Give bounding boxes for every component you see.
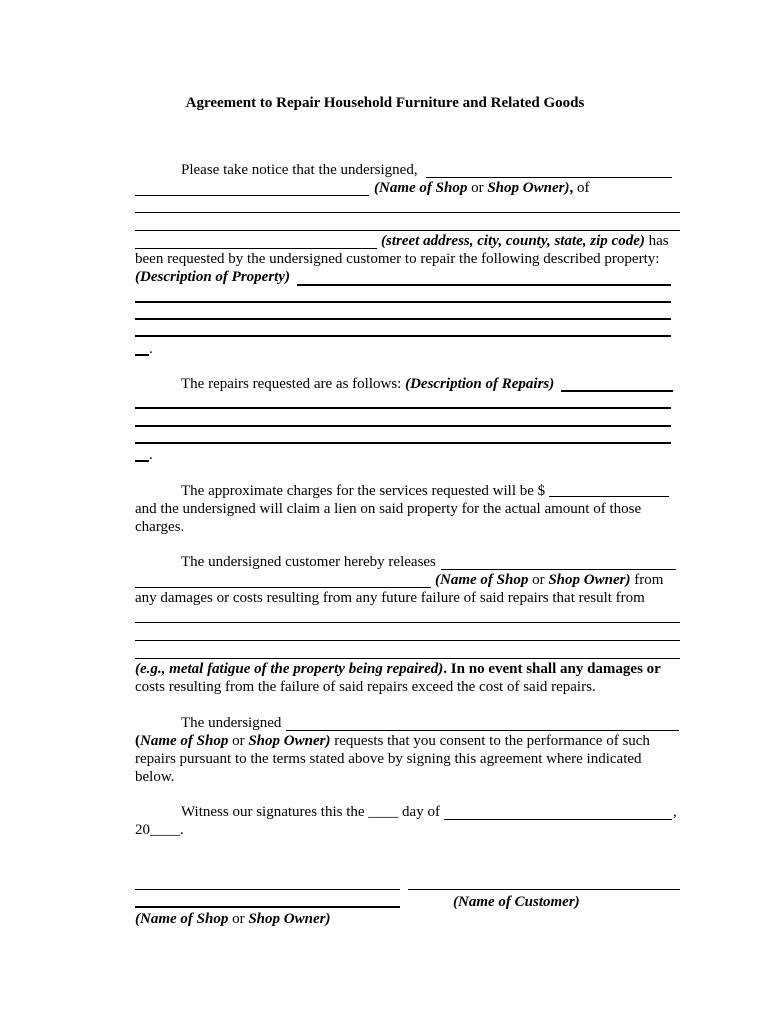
consent-text-2: (Name of Shop or Shop Owner) requests that you consent to the performance of such: [135, 733, 650, 749]
repairs-description-blank-1[interactable]: [561, 390, 673, 392]
customer-name-label: (Name of Customer): [453, 894, 580, 910]
release-cause-blank-1[interactable]: [135, 622, 680, 623]
repairs-lead-text: The repairs requested are as follows: (Description of Repairs): [181, 376, 555, 392]
address-blank-1[interactable]: [135, 212, 680, 213]
property-description-blank-3[interactable]: [135, 318, 671, 320]
release-cause-blank-3[interactable]: [135, 658, 680, 659]
period-2: .: [149, 447, 153, 463]
charges-text-1: The approximate charges for the services requested will be $: [181, 483, 546, 499]
consent-text-4: below.: [135, 769, 175, 785]
charges-text-3: charges.: [135, 519, 185, 535]
property-description-blank-4[interactable]: [135, 335, 671, 337]
address-blank-2[interactable]: [135, 230, 680, 231]
release-shop-blank-2[interactable]: [135, 587, 431, 588]
consent-lead-text: The undersigned: [181, 715, 282, 731]
consent-shop-blank[interactable]: [286, 730, 679, 731]
period-1: .: [149, 341, 153, 357]
undersigned-name-blank-2[interactable]: [135, 195, 369, 196]
property-description-blank-2[interactable]: [135, 301, 671, 303]
release-cause-blank-2[interactable]: [135, 640, 680, 641]
shop-name-label-2: (Name of Shop or Shop Owner) from: [435, 572, 664, 588]
repairs-description-blank-5[interactable]: [135, 460, 149, 462]
undersigned-name-blank-1[interactable]: [426, 177, 672, 178]
notice-lead-text: Please take notice that the undersigned,: [181, 162, 418, 178]
customer-signature-line[interactable]: [408, 889, 680, 890]
shop-name-line[interactable]: [135, 906, 400, 908]
shop-name-label-1: (Name of Shop or Shop Owner), of: [374, 180, 590, 196]
repairs-description-blank-2[interactable]: [135, 407, 671, 409]
witness-year-text: 20____.: [135, 822, 184, 838]
property-description-blank-1[interactable]: [297, 284, 671, 286]
requested-text: been requested by the undersigned customer to repair the following described property:: [135, 251, 660, 267]
address-label: (street address, city, county, state, zip code) has: [381, 233, 669, 249]
address-blank-3[interactable]: [135, 248, 377, 249]
repairs-description-blank-4[interactable]: [135, 442, 671, 444]
shop-signature-line[interactable]: [135, 889, 400, 890]
property-description-label: (Description of Property): [135, 269, 290, 285]
repairs-description-blank-3[interactable]: [135, 425, 671, 427]
release-text-3: any damages or costs resulting from any future failure of said repairs that result from: [135, 590, 645, 606]
document-title: Agreement to Repair Household Furniture and Related Goods: [185, 95, 585, 111]
witness-comma: ,: [673, 804, 677, 820]
release-text-last: costs resulting from the failure of said repairs exceed the cost of said repairs.: [135, 679, 596, 695]
charges-text-2: and the undersigned will claim a lien on said property for the actual amount of those: [135, 501, 642, 517]
property-description-blank-5[interactable]: [135, 354, 149, 356]
release-shop-blank-1[interactable]: [441, 569, 676, 570]
release-lead-text: The undersigned customer hereby releases: [181, 554, 436, 570]
shop-signature-label: (Name of Shop or Shop Owner): [135, 911, 331, 927]
charges-amount-blank[interactable]: [549, 496, 669, 497]
consent-text-3: repairs pursuant to the terms stated above by signing this agreement where indicated: [135, 751, 642, 767]
release-example-text: (e.g., metal fatigue of the property being repaired). In no event shall any damages or: [135, 661, 661, 677]
witness-text: Witness our signatures this the ____ day of: [181, 804, 440, 820]
witness-month-blank[interactable]: [444, 819, 672, 820]
